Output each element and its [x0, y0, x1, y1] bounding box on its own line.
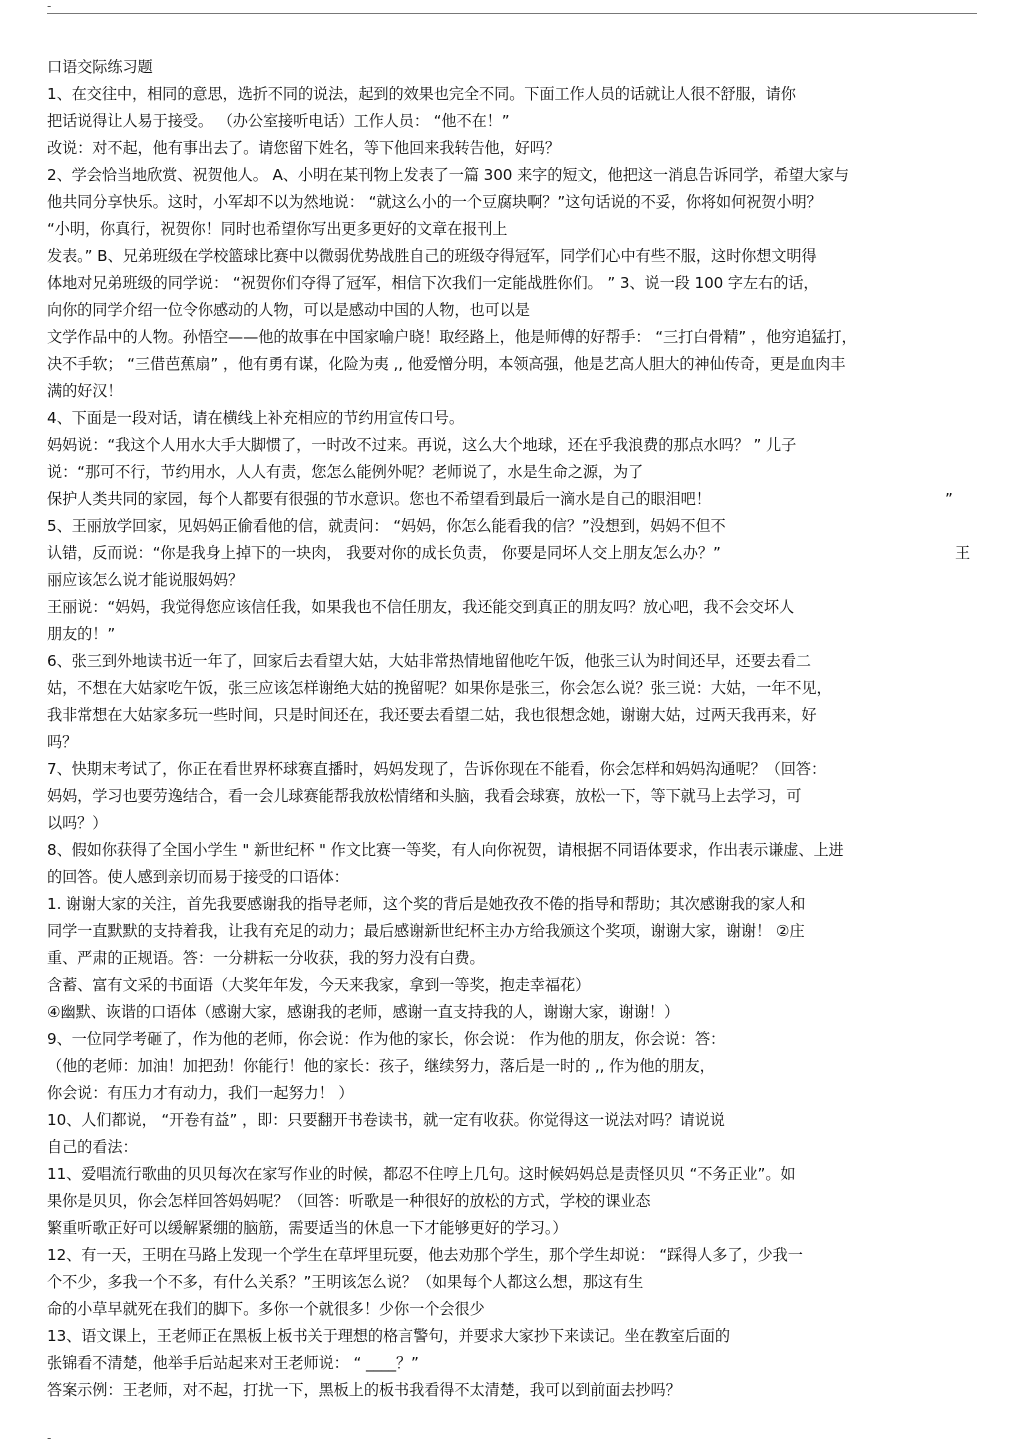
text-line: [47, 1350, 982, 1377]
text-line: [47, 1377, 982, 1404]
text-line-content: 个不少，多我一个不多，有什么关系？”王明该怎么说？（如果每个人都这么想，那这有生: [47, 1273, 644, 1291]
text-line-content: 说：“那可不行，节约用水，人人有责，您怎么能例外呢？老师说了，水是生命之源，为了: [47, 463, 644, 481]
text-line: [47, 108, 982, 135]
text-line-content: 妈妈说：“我这个人用水大手大脚惯了，一时改不过来。再说，这么大个地球，还在乎我浪费的那点水吗？ ” 儿子: [47, 436, 797, 454]
text-line: [47, 270, 982, 297]
text-line-content: （他的老师：加油！加把劲！你能行！他的家长：孩子，继续努力，落后是一时的 ,, 作为他的朋友，: [47, 1057, 715, 1075]
text-line: [47, 1107, 982, 1134]
text-line: [47, 324, 982, 351]
text-line-content: 姑，不想在大姑家吃午饭，张三应该怎样谢绝大姑的挽留呢？如果你是张三，你会怎么说？张三说：大姑，一年不见，: [47, 679, 832, 697]
text-line-content: 保护人类共同的家园，每个人都要有很强的节水意识。您也不希望看到最后一滴水是自己的眼泪吧！: [47, 490, 711, 508]
text-line: [47, 135, 982, 162]
text-line: [47, 594, 982, 621]
text-line: [47, 1215, 982, 1242]
text-line-content: 体地对兄弟班级的同学说： “祝贺你们夺得了冠军，相信下次我们一定能战胜你们。 ” 3、说一段 100 字左右的话，: [47, 274, 819, 292]
text-line-content: 2、学会恰当地欣赏、祝贺他人。 A、小明在某刊物上发表了一篇 300 来字的短文，他把这一消息告诉同学，希望大家与: [47, 166, 850, 184]
text-line: [47, 945, 982, 972]
header-divider: [47, 13, 977, 14]
text-line-content: ④幽默、诙谐的口语体（感谢大家，感谢我的老师，感谢一直支持我的人，谢谢大家，谢谢！）: [47, 1003, 680, 1021]
text-line-content: 以吗？）: [47, 814, 108, 832]
text-line: [47, 675, 982, 702]
text-line-content: 吗？: [47, 733, 78, 751]
text-line-content: 丽应该怎么说才能说服妈妈？: [47, 571, 244, 589]
text-line: [47, 297, 982, 324]
text-line: [47, 783, 982, 810]
text-line: [47, 1269, 982, 1296]
text-line: [47, 756, 982, 783]
text-line: [47, 459, 982, 486]
text-line: [47, 81, 982, 108]
text-line-content: 发表。” B、兄弟班级在学校篮球比赛中以微弱优势战胜自己的班级夺得冠军，同学们心中有些不服，这时你想文明得: [47, 247, 817, 265]
text-line: [47, 1242, 982, 1269]
footer-mark: -: [47, 1431, 52, 1445]
text-line-content: 改说：对不起，他有事出去了。请您留下姓名，等下他回来我转告他，好吗？: [47, 139, 560, 157]
text-line-content: 文学作品中的人物。孙悟空——他的故事在中国家喻户晓！取经路上，他是师傅的好帮手： “三打白骨精” ，他穷追猛打，: [47, 328, 857, 346]
text-line: [47, 1296, 982, 1323]
text-line-content: 同学一直默默的支持着我，让我有充足的动力；最后感谢新世纪杯主办方给我颁这个奖项，谢谢大家，谢谢！ ②庄: [47, 922, 805, 940]
text-line: [47, 432, 982, 459]
text-line-content: 果你是贝贝，你会怎样回答妈妈呢？（回答：听歌是一种很好的放松的方式，学校的课业态: [47, 1192, 651, 1210]
header-mark: -: [47, 0, 52, 13]
text-line-content: 5、王丽放学回家，见妈妈正偷看他的信，就责问： “妈妈，你怎么能看我的信？”没想到，妈妈不但不: [47, 517, 726, 535]
text-line-content: 向你的同学介绍一位令你感动的人物，可以是感动中国的人物，也可以是: [47, 301, 530, 319]
text-line-trailing: 王: [955, 544, 971, 562]
question-lines: [47, 81, 982, 1404]
text-line: [47, 972, 982, 999]
text-line-content: 的回答。使人感到亲切而易于接受的口语体：: [47, 868, 349, 886]
text-line-content: “小明，你真行，祝贺你！同时也希望你写出更多更好的文章在报刊上: [47, 220, 508, 238]
text-line-content: 你会说：有压力才有动力，我们一起努力！ ）: [47, 1084, 354, 1102]
text-line-content: 把话说得让人易于接受。 （办公室接听电话）工作人员： “他不在！”: [47, 112, 510, 130]
text-line-content: 含蓄、富有文采的书面语（大奖年年发，今天来我家，拿到一等奖，抱走幸福花）: [47, 976, 591, 994]
document-body: [47, 54, 982, 1404]
text-line: [47, 216, 982, 243]
text-line: [47, 621, 982, 648]
text-line: [47, 1026, 982, 1053]
text-line-content: 11、爱唱流行歌曲的贝贝每次在家写作业的时候，都忍不住哼上几句。这时候妈妈总是责怪贝贝 “不务正业”。如: [47, 1165, 796, 1183]
text-line: [47, 918, 982, 945]
text-line: [47, 486, 982, 513]
text-line: [47, 189, 982, 216]
text-line: [47, 1188, 982, 1215]
text-line: [47, 567, 982, 594]
text-line: [47, 1323, 982, 1350]
text-line-content: 1. 谢谢大家的关注，首先我要感谢我的指导老师，这个奖的背后是她孜孜不倦的指导和帮助；其次感谢我的家人和: [47, 895, 806, 913]
document-title: 口语交际练习题: [47, 58, 153, 76]
text-line: [47, 405, 982, 432]
text-line-content: 妈妈，学习也要劳逸结合，看一会儿球赛能帮我放松情绪和头脑，我看会球赛，放松一下，等下就马上去学习，可: [47, 787, 802, 805]
text-line-content: 12、有一天，王明在马路上发现一个学生在草坪里玩耍，他去劝那个学生，那个学生却说： “踩得人多了，少我一: [47, 1246, 803, 1264]
text-line: [47, 378, 982, 405]
text-line: [47, 837, 982, 864]
text-line-content: 王丽说：“妈妈，我觉得您应该信任我，如果我也不信任朋友，我还能交到真正的朋友吗？放心吧，我不会交坏人: [47, 598, 795, 616]
text-line: [47, 513, 982, 540]
text-line-content: 9、一位同学考砸了，作为他的老师，你会说：作为他的家长，你会说： 作为他的朋友，你会说：答：: [47, 1030, 726, 1048]
text-line-content: 4、下面是一段对话，请在横线上补充相应的节约用宣传口号。: [47, 409, 464, 427]
text-line: [47, 702, 982, 729]
text-line-content: 他共同分享快乐。这时，小军却不以为然地说： “就这么小的一个豆腐块啊？”这句话说的不妥，你将如何祝贺小明？: [47, 193, 822, 211]
text-line: [47, 1161, 982, 1188]
text-line: [47, 891, 982, 918]
text-line-content: 10、人们都说， “开卷有益” ，即：只要翻开书卷读书，就一定有收获。你觉得这一说法对吗？请说说: [47, 1111, 725, 1129]
text-line-content: 我非常想在大姑家多玩一些时间，只是时间还在，我还要去看望二姑，我也很想念她，谢谢大姑，过两天我再来，好: [47, 706, 817, 724]
text-line: [47, 999, 982, 1026]
text-line: [47, 864, 982, 891]
text-line-content: 张锦看不清楚，他举手后站起来对王老师说： “ ____？”: [47, 1354, 419, 1372]
text-line-content: 自己的看法：: [47, 1138, 138, 1156]
text-line-content: 朋友的！”: [47, 625, 116, 643]
text-line: [47, 243, 982, 270]
text-line: [47, 648, 982, 675]
text-line-content: 决不手软； “三借芭蕉扇” ，他有勇有谋，化险为夷 ,, 他爱憎分明，本领高强，他是艺高人胆大的神仙传奇，更是血肉丰: [47, 355, 846, 373]
text-line-content: 认错，反而说：“你是我身上掉下的一块肉， 我要对你的成长负责， 你要是同坏人交上朋友怎么办？”: [47, 544, 721, 562]
text-line-content: 6、张三到外地读书近一年了，回家后去看望大姑，大姑非常热情地留他吃午饭，他张三认为时间还早，还要去看二: [47, 652, 811, 670]
text-line-content: 答案示例：王老师，对不起，打扰一下，黑板上的板书我看得不太清楚，我可以到前面去抄吗？: [47, 1381, 681, 1399]
text-line: [47, 810, 982, 837]
text-line-content: 繁重听歌正好可以缓解紧绷的脑筋，需要适当的休息一下才能够更好的学习。）: [47, 1219, 568, 1237]
text-line-content: 7、快期末考试了，你正在看世界杯球赛直播时，妈妈发现了，告诉你现在不能看，你会怎样和妈妈沟通呢？（回答：: [47, 760, 827, 778]
text-line-content: 满的好汉！: [47, 382, 123, 400]
text-line-content: 命的小草早就死在我们的脚下。多你一个就很多！少你一个会很少: [47, 1300, 485, 1318]
text-line: [47, 351, 982, 378]
text-line-content: 重、严肃的正规语。答：一分耕耘一分收获，我的努力没有白费。: [47, 949, 485, 967]
text-line: [47, 540, 982, 567]
text-line-content: 13、语文课上，王老师正在黑板上板书关于理想的格言警句，并要求大家抄下来读记。坐在教室后面的: [47, 1327, 730, 1345]
text-line: [47, 729, 982, 756]
text-line-content: 8、假如你获得了全国小学生 " 新世纪杯 " 作文比赛一等奖，有人向你祝贺，请根据不同语体要求，作出表示谦虚、上进: [47, 841, 844, 859]
text-line: [47, 1080, 982, 1107]
text-line: [47, 162, 982, 189]
text-line: [47, 1134, 982, 1161]
text-line-trailing: ”: [945, 490, 953, 508]
text-line: [47, 1053, 982, 1080]
text-line-content: 1、在交往中，相同的意思，选折不同的说法，起到的效果也完全不同。下面工作人员的话就让人很不舒服，请你: [47, 85, 796, 103]
